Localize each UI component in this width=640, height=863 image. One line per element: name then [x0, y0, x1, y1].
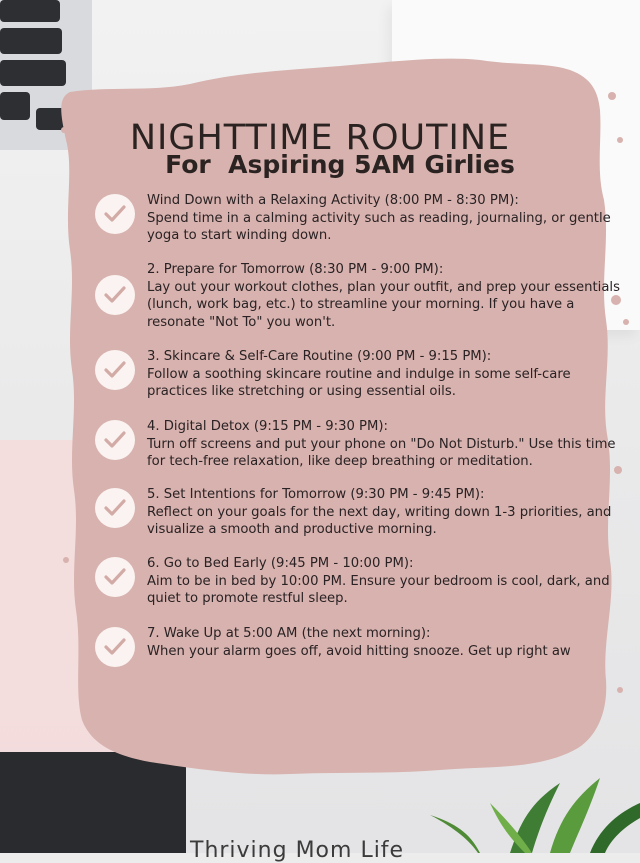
step-description-line: for tech-free relaxation, like deep breathing or meditation.	[147, 454, 533, 469]
step-description-line: visualize a smooth and productive morning.	[147, 522, 437, 537]
step-heading: 6. Go to Bed Early (9:45 PM - 10:00 PM):	[147, 556, 414, 571]
step-text	[147, 261, 620, 331]
step-text	[147, 486, 617, 539]
check-circle-icon	[95, 488, 135, 528]
step-heading: 2. Prepare for Tomorrow (8:30 PM - 9:00 PM):	[147, 262, 444, 277]
step-description-line: Reflect on your goals for the next day, writing down 1-3 priorities, and	[147, 504, 612, 520]
step-heading: Wind Down with a Relaxing Activity (8:00 PM - 8:30 PM):	[147, 193, 519, 208]
step-description-line: Turn off screens and put your phone on "Do Not Disturb." Use this time	[147, 436, 616, 452]
footer-brand: Thriving Mom Life	[190, 838, 405, 863]
step-text	[147, 348, 617, 401]
step-text	[147, 418, 617, 471]
check-circle-icon	[95, 275, 135, 315]
step-description-line: Spend time in a calming activity such as reading, journaling, or gentle	[147, 210, 611, 226]
step-description-line: Lay out your workout clothes, plan your outfit, and prep your essentials	[147, 279, 620, 295]
check-circle-icon	[95, 350, 135, 390]
check-circle-icon	[95, 557, 135, 597]
step-description-line: yoga to start winding down.	[147, 228, 332, 243]
step-description-line: Aim to be in bed by 10:00 PM. Ensure your bedroom is cool, dark, and	[147, 573, 610, 589]
step-heading: 5. Set Intentions for Tomorrow (9:30 PM - 9:45 PM):	[147, 487, 485, 502]
step-text	[147, 192, 617, 245]
check-circle-icon	[95, 194, 135, 234]
page-title: NIGHTTIME ROUTINE	[129, 118, 511, 158]
step-description-line: When your alarm goes off, avoid hitting snooze. Get up right aw	[147, 643, 571, 659]
step-description-line: (lunch, work bag, etc.) to streamline your morning. If you have a	[147, 297, 575, 312]
check-circle-icon	[95, 420, 135, 460]
check-circle-icon	[95, 627, 135, 667]
step-description-line: resonate "Not To" you won't.	[147, 314, 336, 330]
step-heading: 3. Skincare & Self-Care Routine (9:00 PM - 9:15 PM):	[147, 349, 492, 364]
step-description-line: Follow a soothing skincare routine and indulge in some self-care	[147, 366, 571, 382]
step-description-line: quiet to promote restful sleep.	[147, 591, 348, 606]
page-subtitle: For Aspiring 5AM Girlies	[165, 150, 515, 179]
step-heading: 7. Wake Up at 5:00 AM (the next morning):	[147, 626, 431, 641]
step-description-line: practices like stretching or using essential oils.	[147, 384, 456, 399]
step-text	[147, 555, 617, 608]
step-text	[147, 625, 617, 660]
step-heading: 4. Digital Detox (9:15 PM - 9:30 PM):	[147, 419, 388, 434]
